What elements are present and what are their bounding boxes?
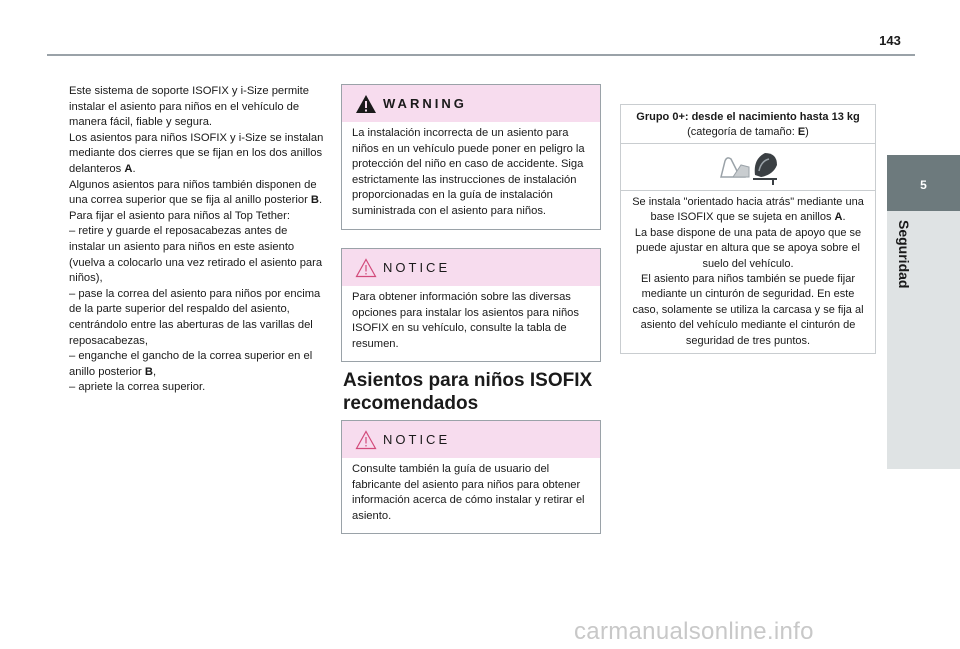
paragraph: Este sistema de soporte ISOFIX y i-Size permite instalar el asiento para niños en el vehículo de manera fácil, fiable y segura. bbox=[69, 85, 309, 129]
section-title: Asientos para niños ISOFIX recomendados bbox=[343, 370, 593, 414]
warning-icon bbox=[355, 94, 377, 114]
notice-icon bbox=[355, 258, 377, 278]
list-item: – retire y guarde el reposacabezas antes de instalar un asiento para niños en este asiento (vuelva a colocarlo una vez retirado el asiento para niños), bbox=[69, 225, 323, 285]
notice-text: Consulte también la guía de usuario del fabricante del asiento para niños para obtener información acerca de cómo instalar y retirar el asiento. bbox=[352, 463, 585, 522]
notice-icon bbox=[355, 430, 377, 450]
list-item: – pase la correa del asiento para niños por encima de la parte superior del respaldo del asiento, centrándolo entre las aberturas de las varillas del reposacabezas, bbox=[69, 287, 321, 347]
notice-header bbox=[342, 249, 600, 286]
description-paragraph: Se instala "orientado hacia atrás" mediante una base ISOFIX que se sujeta en anillos A. bbox=[632, 196, 864, 224]
warning-text: La instalación incorrecta de un asiento para niños en un vehículo puede poner en peligro la protección del niño en caso de accidente. Siga estrictamente las instrucciones de instalación proporcionadas en la guía de instalación suministrada con el asiento para niños. bbox=[352, 127, 585, 217]
notice-box bbox=[341, 248, 601, 362]
page-number: 143 bbox=[879, 33, 901, 48]
group-heading: Grupo 0+: desde el nacimiento hasta 13 kg bbox=[636, 111, 860, 123]
header-rule bbox=[47, 54, 915, 56]
group-illustration bbox=[621, 144, 875, 191]
notice-text: Para obtener información sobre las diversas opciones para instalar los asientos para niños ISOFIX en su vehículo, consulte la tabla de resumen. bbox=[352, 291, 579, 350]
notice-header bbox=[342, 421, 600, 458]
description-paragraph: La base dispone de una pata de apoyo que se puede ajustar en altura que se apoya sobre el suelo del vehículo. bbox=[634, 226, 862, 270]
watermark: carmanualsonline.info bbox=[574, 618, 814, 645]
chapter-tab[interactable]: 5 bbox=[887, 155, 960, 211]
group-size-category: (categoría de tamaño: E) bbox=[687, 126, 809, 138]
paragraph: Los asientos para niños ISOFIX y i-Size se instalan mediante dos cierres que se fijan en los dos anillos delanteros A. bbox=[69, 131, 324, 175]
intro-column bbox=[69, 84, 325, 396]
list-item: – apriete la correa superior. bbox=[69, 381, 206, 394]
notice-label: NOTICE bbox=[383, 260, 451, 275]
group-description bbox=[621, 191, 875, 353]
description-paragraph: El asiento para niños también se puede fijar mediante un cinturón de seguridad. En este caso, solamente se utiliza la carcasa y se fija al asiento del vehículo mediante el cinturón de seguridad de tres puntos. bbox=[632, 273, 864, 347]
warning-header bbox=[342, 85, 600, 122]
paragraph: Para fijar el asiento para niños al Top Tether: bbox=[69, 209, 290, 222]
chapter-title: Seguridad bbox=[896, 220, 912, 289]
notice-label: NOTICE bbox=[383, 432, 451, 447]
group-header bbox=[621, 105, 875, 144]
warning-box bbox=[341, 84, 601, 230]
notice-box bbox=[341, 420, 601, 534]
isofix-group-table bbox=[620, 104, 876, 354]
child-seat-icon bbox=[715, 147, 781, 187]
paragraph: Algunos asientos para niños también disponen de una correa superior que se fija al anillo posterior B. bbox=[69, 178, 323, 207]
warning-label: WARNING bbox=[383, 96, 467, 111]
list-item: – enganche el gancho de la correa superior en el anillo posterior B, bbox=[69, 350, 313, 378]
